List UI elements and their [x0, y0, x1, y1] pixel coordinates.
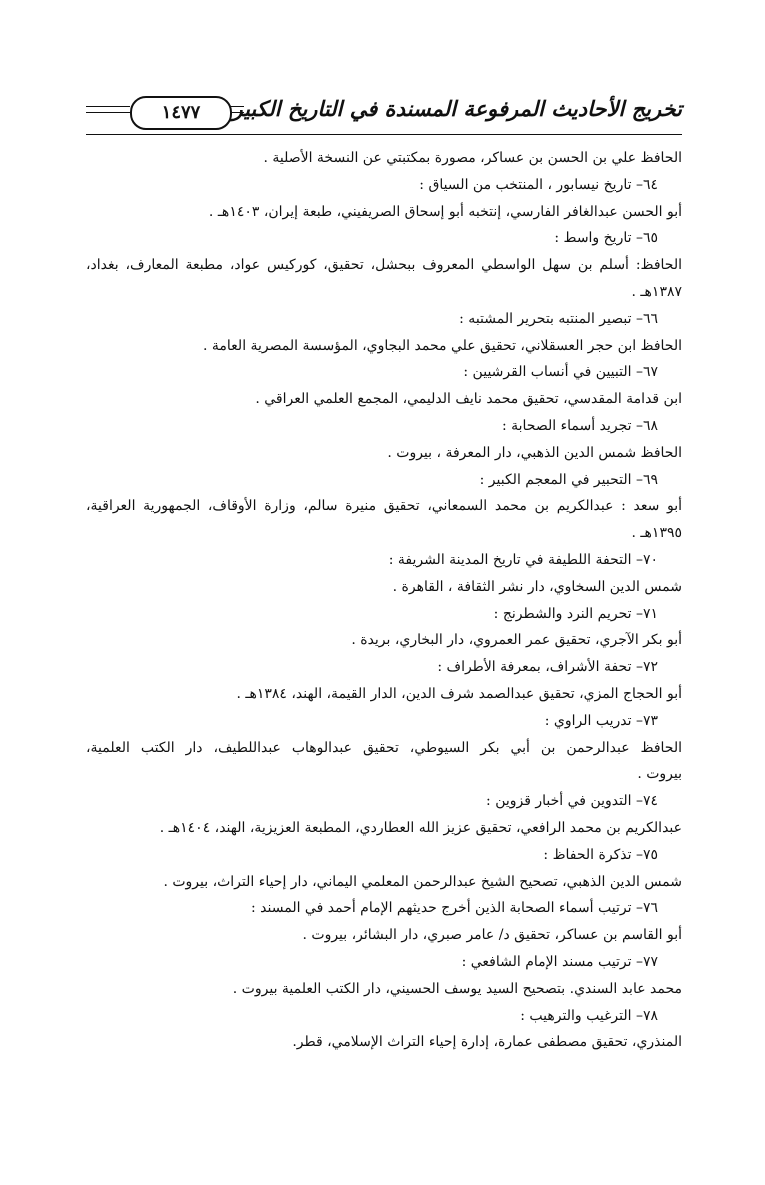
- entry-detail: ١٣٨٧هـ .: [631, 283, 682, 300]
- page-header: [86, 92, 682, 136]
- entry-title: ٦٦– تبصير المنتبه بتحرير المشتبه :: [459, 310, 658, 327]
- entry-detail: محمد عابد السندي. بتصحيح السيد يوسف الحسيني، دار الكتب العلمية بيروت .: [232, 980, 682, 997]
- header-rule: [86, 106, 130, 107]
- entry-detail: بيروت .: [637, 766, 682, 783]
- entry-detail: أبو سعد : عبدالكريم بن محمد السمعاني، تحقيق منيرة سالم، وزارة الأوقاف، الجمهورية العراقية،: [86, 498, 682, 515]
- entry-title: ٧٥– تذكرة الحفاظ :: [543, 846, 658, 863]
- entry-title: ٦٨– تجريد أسماء الصحابة :: [501, 417, 658, 434]
- entry-detail: أبو الحسن عبدالغافر الفارسي، إنتخبه أبو إسحاق الصريفيني، طبعة إيران، ١٤٠٣هـ .: [208, 203, 682, 220]
- entry-title: ٧٨– الترغيب والترهيب :: [520, 1007, 658, 1024]
- entry-detail: شمس الدين الذهبي، تصحيح الشيخ عبدالرحمن المعلمي اليماني، دار إحياء التراث، بيروت .: [163, 873, 682, 890]
- entry-detail: الحافظ شمس الدين الذهبي، دار المعرفة ، بيروت .: [387, 444, 682, 461]
- header-rule: [86, 112, 130, 113]
- entry-title: ٧٧– ترتيب مسند الإمام الشافعي :: [461, 953, 658, 970]
- entry-title: ٦٥– تاريخ واسط :: [554, 230, 658, 247]
- entry-title: ٧١– تحريم النرد والشطرنج :: [493, 605, 658, 622]
- running-title: تخريج الأحاديث المرفوعة المسندة في التاريخ الكبير: [232, 96, 682, 121]
- entry-detail: عبدالكريم بن محمد الرافعي، تحقيق عزيز الله العطاردي، المطبعة العزيزية، الهند، ١٤٠٤هـ .: [159, 819, 682, 836]
- entry-detail: المنذري، تحقيق مصطفى عمارة، إدارة إحياء التراث الإسلامي، قطر.: [292, 1034, 682, 1051]
- entry-title: ٧٢– تحفة الأشراف، بمعرفة الأطراف :: [437, 659, 658, 676]
- entry-detail: الحافظ: أسلم بن سهل الواسطي المعروف ببحشل، تحقيق، كوركيس عواد، مطبعة المعارف، بغداد،: [86, 257, 682, 274]
- entry-title: ٧٦– ترتيب أسماء الصحابة الذين أخرج حديثهم الإمام أحمد في المسند :: [251, 900, 658, 917]
- entry-title: ٦٩– التحبير في المعجم الكبير :: [479, 471, 658, 488]
- entry-title: ٧٤– التدوين في أخبار قزوين :: [486, 793, 658, 810]
- entry-detail: أبو الحجاج المزي، تحقيق عبدالصمد شرف الدين، الدار القيمة، الهند، ١٣٨٤هـ .: [236, 685, 682, 702]
- entry-detail: الحافظ ابن حجر العسقلاني، تحقيق علي محمد البجاوي، المؤسسة المصرية العامة .: [203, 337, 682, 354]
- entry-detail: الحافظ عبدالرحمن بن أبي بكر السيوطي، تحقيق عبدالوهاب عبداللطيف، دار الكتب العلمية،: [86, 739, 682, 756]
- entry-title: ٧٠– التحفة اللطيفة في تاريخ المدينة الشريفة :: [388, 551, 658, 568]
- entry-detail: أبو القاسم بن عساكر، تحقيق د/ عامر صبري، دار البشائر، بيروت .: [302, 927, 682, 944]
- entry-detail: أبو بكر الآجري، تحقيق عمر العمروي، دار البخاري، بريدة .: [351, 632, 682, 649]
- entry-title: ٦٧– التبيين في أنساب القرشيين :: [463, 364, 658, 381]
- header-underline: [86, 134, 682, 135]
- bibliography-list: [86, 145, 682, 1056]
- page-number: ١٤٧٧: [161, 102, 201, 123]
- entry-detail: ابن قدامة المقدسي، تحقيق محمد نايف الدليمي، المجمع العلمي العراقي .: [255, 391, 682, 408]
- entry-detail: الحافظ علي بن الحسن بن عساكر، مصورة بمكتبتي عن النسخة الأصلية .: [263, 150, 682, 166]
- entry-title: ٧٣– تدريب الراوي :: [544, 712, 658, 729]
- entry-detail: ١٣٩٥هـ .: [631, 525, 682, 542]
- entry-detail: شمس الدين السخاوي، دار نشر الثقافة ، القاهرة .: [392, 578, 682, 595]
- entry-title: ٦٤– تاريخ نيسابور ، المنتخب من السياق :: [419, 176, 658, 193]
- page-number-badge: [130, 96, 232, 130]
